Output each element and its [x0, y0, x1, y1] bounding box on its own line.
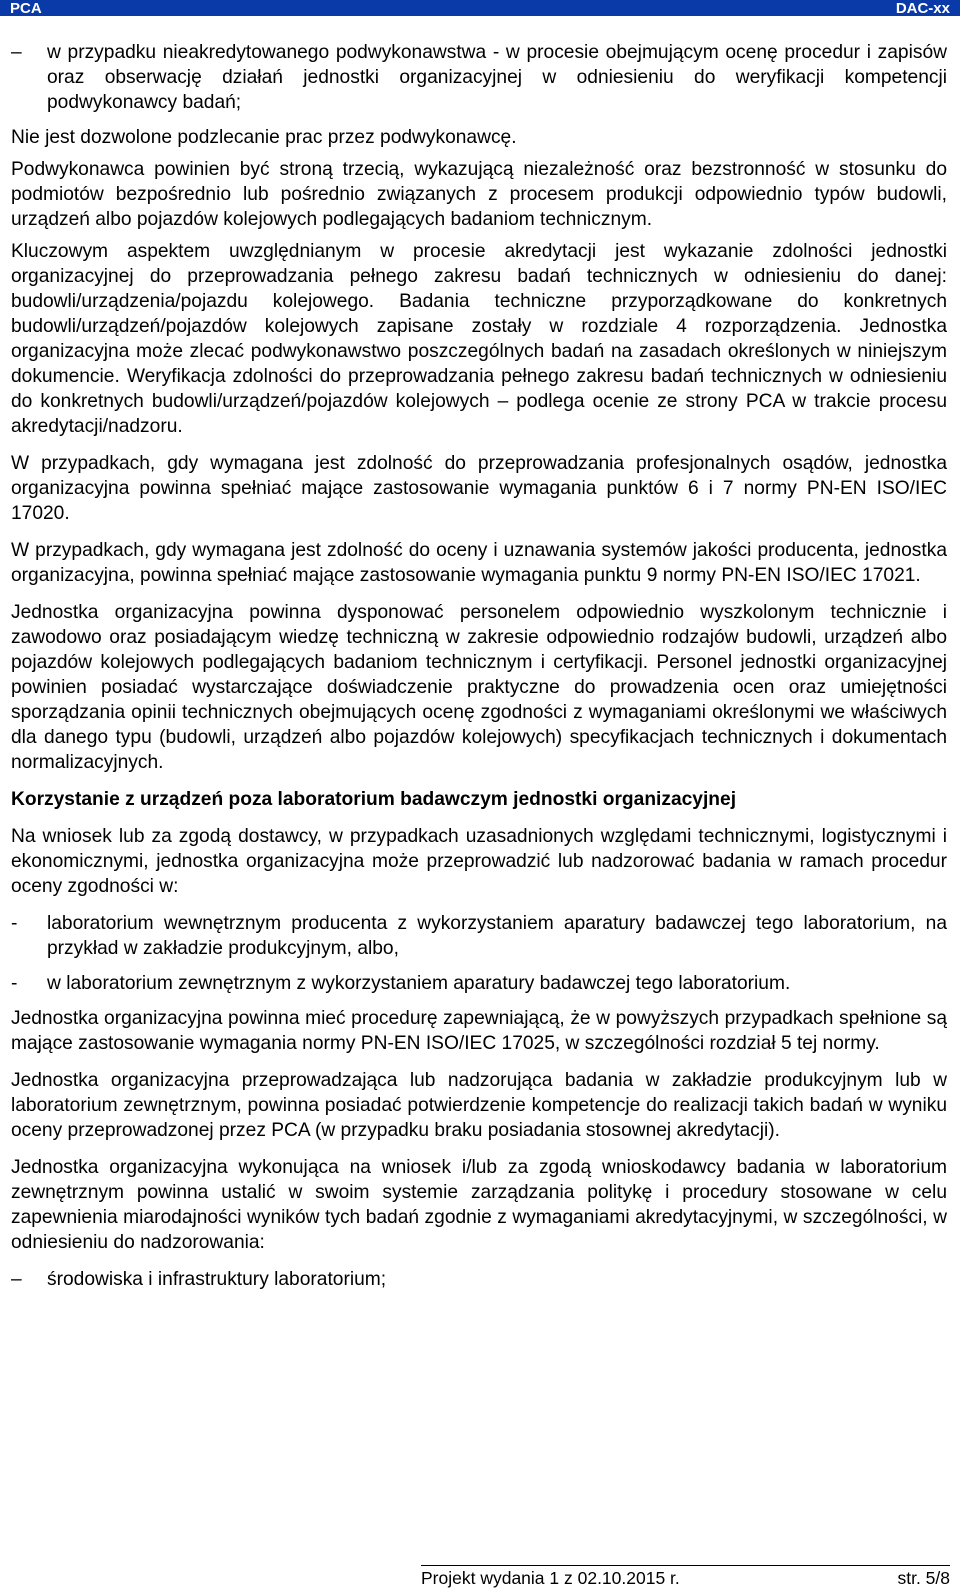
dash-marker: -: [11, 913, 18, 934]
list-item-text: w laboratorium zewnętrznym z wykorzystaniem aparatury badawczej tego laboratorium.: [47, 973, 791, 994]
list-item: [11, 1267, 947, 1292]
paragraph: Jednostka organizacyjna wykonująca na wniosek i/lub za zgodą wnioskodawcy badania w laboratorium zewnętrznym powinna ustalić w swoim systemie zarządzania politykę i procedury stosowane w celu zapewnienia miarodajności wyników tych badań zgodnie z wymaganiami akredytacyjnymi, w szczególności, w odniesieniu do nadzorowania:: [11, 1157, 947, 1253]
list-item: [11, 40, 947, 115]
paragraph: Podwykonawca powinien być stroną trzecią, wykazującą niezależność oraz bezstronność w stosunku do podmiotów bezpośrednio lub pośrednio związanych z procesem produkcji odpowiednio typów budowli, urządzeń albo pojazdów kolejowych podlegających badaniom technicznym.: [11, 159, 947, 230]
list-item: [11, 911, 947, 961]
page-number: str. 5/8: [897, 1568, 950, 1588]
paragraph: Nie jest dozwolone podzlecanie prac przez podwykonawcę.: [11, 127, 517, 148]
paragraph: Jednostka organizacyjna powinna dysponować personelem odpowiednio wyszkolonym technicznie i zawodowo oraz posiadającym wiedzę techniczną w zakresie odpowiednio rodzajów budowli, urządzeń albo pojazdów kolejowych podlegających badaniom technicznym i certyfikacji. Personel jednostki organizacyjnej powinien posiadać wystarczające doświadczenie praktyczne do prowadzenia ocen oraz umiejętności sporządzania opinii technicznych obejmujących ocenę zgodności z wymaganiami określonymi we właściwych dla danego typu (budowli, urządzeń albo pojazdów kolejowych) specyfikacjach technicznych i dokumentach normalizacyjnych.: [11, 602, 947, 773]
paragraph: Jednostka organizacyjna powinna mieć procedurę zapewniającą, że w powyższych przypadkach spełnione są mające zastosowanie wymagania normy PN-EN ISO/IEC 17025, w szczególności rozdział 5 tej normy.: [11, 1008, 947, 1054]
section-heading: Korzystanie z urządzeń poza laboratorium badawczym jednostki organizacyjnej: [11, 789, 737, 810]
paragraph: Na wniosek lub za zgodą dostawcy, w przypadkach uzasadnionych względami technicznymi, logistycznymi i ekonomicznymi, jednostka organizacyjna może przeprowadzić lub nadzorować badania w ramach procedur oceny zgodności w:: [11, 826, 947, 897]
paragraph: W przypadkach, gdy wymagana jest zdolność do oceny i uznawania systemów jakości producenta, jednostka organizacyjna, powinna spełniać mające zastosowanie wymagania punktu 9 normy PN-EN ISO/IEC 17021.: [11, 540, 947, 586]
document-body: [11, 40, 947, 1302]
dash-marker: –: [11, 1269, 22, 1290]
paragraph: W przypadkach, gdy wymagana jest zdolność do przeprowadzania profesjonalnych osądów, jednostka organizacyjna powinna spełniać mające zastosowanie wymagania punktów 6 i 7 normy PN-EN ISO/IEC 17020.: [11, 453, 947, 524]
header-right: DAC-xx: [895, 0, 950, 17]
dash-marker: –: [11, 42, 22, 63]
list-item-text: środowiska i infrastruktury laboratorium;: [47, 1269, 387, 1290]
list-item-text: w przypadku nieakredytowanego podwykonawstwa - w procesie obejmującym ocenę procedur i zapisów oraz obserwację działań jednostki organizacyjnej w odniesieniu do weryfikacji kompetencji podwykonawcy badań;: [47, 42, 947, 113]
page-footer: [421, 1565, 950, 1589]
header-left: PCA: [10, 0, 42, 17]
dash-marker: -: [11, 973, 18, 994]
paragraph: Jednostka organizacyjna przeprowadzająca lub nadzorująca badania w zakładzie produkcyjnym lub w laboratorium zewnętrznym, powinna posiadać potwierdzenie kompetencje do realizacji takich badań w wyniku oceny przeprowadzonej przez PCA (w przypadku braku posiadania stosownej akredytacji).: [11, 1070, 947, 1141]
list-item: [11, 971, 947, 996]
page-header: [0, 0, 960, 16]
paragraph: Kluczowym aspektem uwzględnianym w procesie akredytacji jest wykazanie zdolności jednostki organizacyjnej do przeprowadzania pełnego zakresu badań technicznych w odniesieniu do danej: budowli/urządzenia/pojazdu kolejowego. Badania techniczne przyporządkowane do konkretnych budowli/urządzeń/pojazdów kolejowych zapisane zostały w rozdziale 4 rozporządzenia. Jednostka organizacyjna może zlecać podwykonawstwo poszczególnych badań na zasadach określonych w niniejszym dokumencie. Weryfikacja zdolności do przeprowadzania pełnego zakresu badań technicznych w odniesieniu do konkretnych budowli/urządzeń/pojazdów kolejowych – podlega ocenie ze strony PCA w trakcie procesu akredytacji/nadzoru.: [11, 241, 947, 437]
list-item-text: laboratorium wewnętrznym producenta z wykorzystaniem aparatury badawczej tego laboratorium, na przykład w zakładzie produkcyjnym, albo,: [47, 913, 947, 959]
footer-edition: Projekt wydania 1 z 02.10.2015 r.: [421, 1568, 680, 1588]
